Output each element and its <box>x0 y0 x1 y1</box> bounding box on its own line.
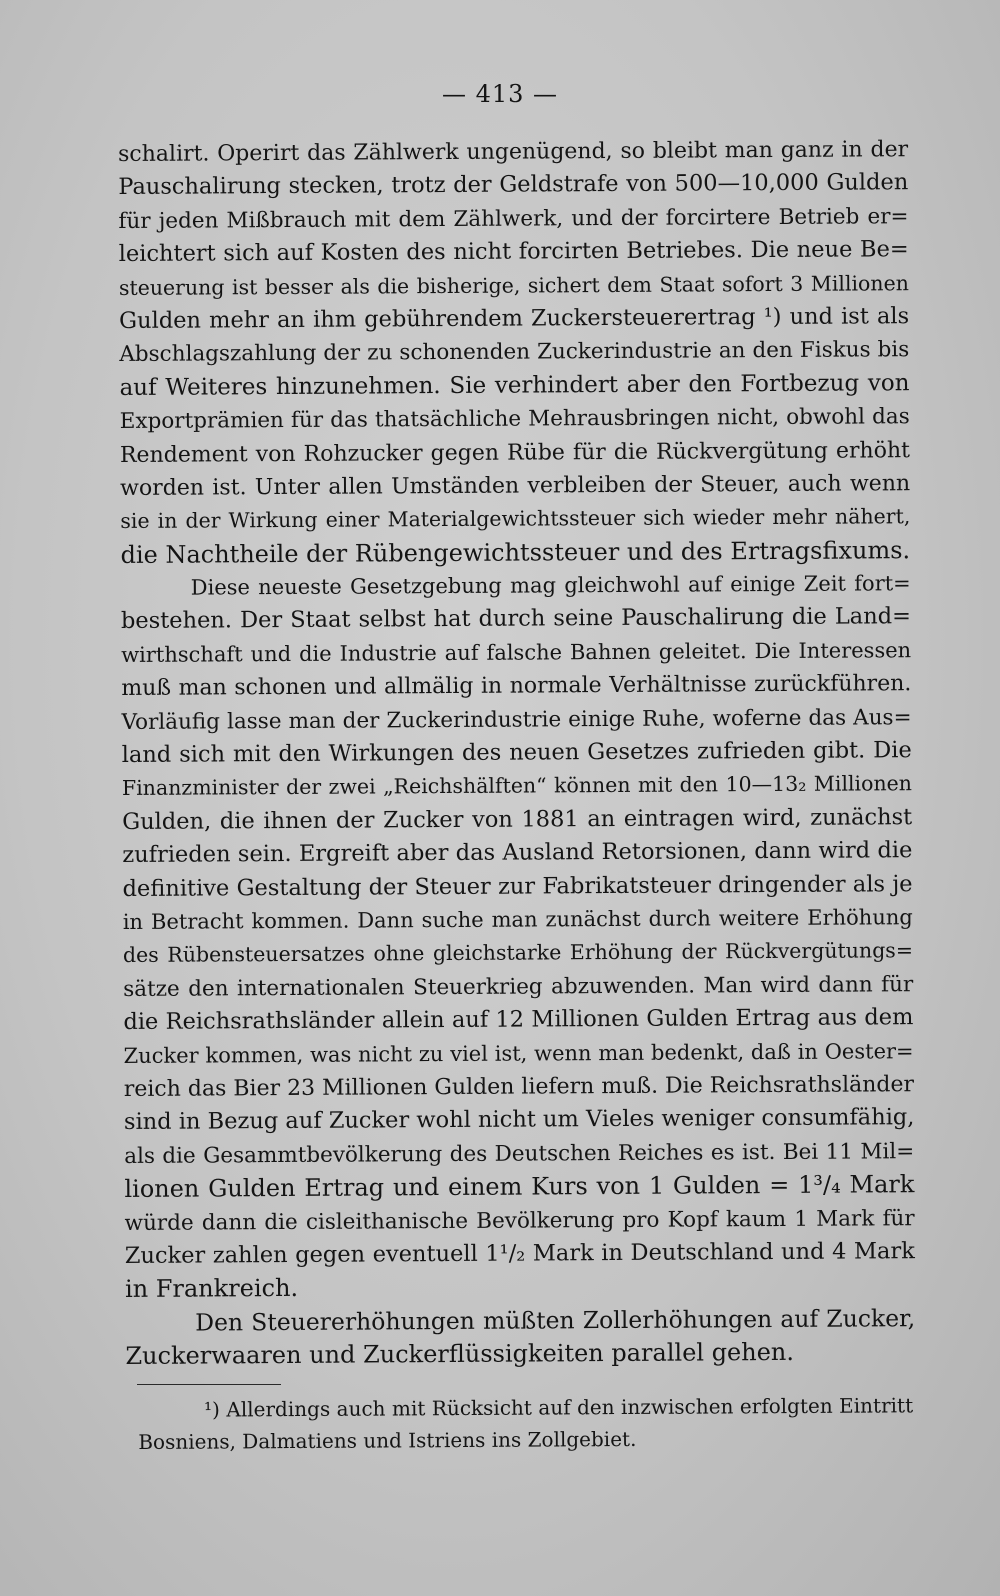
footnote-line: ¹) Allerdings auch mit Rücksicht auf den inzwischen erfolgten Eintritt <box>204 1393 914 1422</box>
page-number: — 413 — <box>441 80 559 108</box>
text-line: in Frankreich. <box>124 1274 299 1304</box>
text-line: schalirt. Operirt das Zählwerk ungenügend, so bleibt man ganz in der <box>118 137 909 167</box>
text-line: als die Gesammtbevölkerung des Deutschen Reiches es ist. Bei 11 Mil= <box>124 1138 915 1169</box>
text-line: die Reichsrathsländer allein auf 12 Millionen Gulden Ertrag aus dem <box>123 1004 914 1036</box>
footnotes <box>138 1389 913 1458</box>
footnote-divider <box>137 1384 281 1385</box>
text-line: wirthschaft und die Industrie auf falsche Bahnen geleitet. Die Interessen <box>121 638 912 667</box>
text-line: Finanzminister der zwei „Reichshälften“ können mit den 10—13₂ Millionen <box>121 771 913 801</box>
text-line: muß man schonen und allmälig in normale Verhältnisse zurückführen. <box>121 671 912 702</box>
text-line: Zuckerwaaren und Zuckerflüssigkeiten parallel gehen. <box>125 1337 795 1371</box>
text-line: sätze den internationalen Steuerkrieg abzuwenden. Man wird dann für <box>123 971 914 1002</box>
text-line: sind in Bezug auf Zucker wohl nicht um Vieles weniger consumfähig, <box>123 1104 915 1136</box>
text-line: worden ist. Unter allen Umständen verbleiben der Steuer, auch wenn <box>120 471 911 501</box>
text-line: reich das Bier 23 Millionen Gulden liefern muß. Die Reichsrathsländer <box>123 1072 915 1102</box>
text-line: Gulden, die ihnen der Zucker von 1881 an eintragen wird, zunächst <box>122 803 913 835</box>
text-line: Abschlagszahlung der zu schonenden Zuckerindustrie an den Fiskus bis <box>119 337 910 368</box>
paragraph-start-line: Diese neueste Gesetzgebung mag gleichwohl auf einige Zeit fort= <box>190 571 911 600</box>
body-text <box>118 133 916 1373</box>
text-line: steuerung ist besser als die bisherige, sichert dem Staat sofort 3 Millionen <box>118 270 909 300</box>
text-line: die Nachtheile der Rübengewichtssteuer und des Ertragsfixums. <box>120 535 911 569</box>
footnote-line: Bosniens, Dalmatiens und Istriens ins Zollgebiet. <box>138 1426 637 1454</box>
text-line: Rendement von Rohzucker gegen Rübe für die Rückvergütung erhöht <box>119 437 910 468</box>
text-line: Pauschalirung stecken, trotz der Geldstrafe von 500—10,000 Gulden <box>118 169 909 201</box>
text-line: des Rübensteuersatzes ohne gleichstarke Erhöhung der Rückvergütungs= <box>122 938 914 968</box>
text-line: Gulden mehr an ihm gebührendem Zuckersteuerertrag ¹) und ist als <box>119 303 910 334</box>
text-line: auf Weiteres hinzunehmen. Sie verhindert aber den Fortbezug von <box>119 369 910 401</box>
text-line: Exportprämien für das thatsächliche Mehrausbringen nicht, obwohl das <box>119 404 910 435</box>
text-line: würde dann die cisleithanische Bevölkerung pro Kopf kaum 1 Mark für <box>124 1205 915 1236</box>
text-line: Zucker zahlen gegen eventuell 1¹/₂ Mark in Deutschland und 4 Mark <box>124 1238 915 1269</box>
text-line: zufrieden sein. Ergreift aber das Ausland Retorsionen, dann wird die <box>122 837 913 869</box>
text-line: lionen Gulden Ertrag und einem Kurs von 1 Gulden = 1³/₄ Mark <box>124 1170 915 1204</box>
text-line: Vorläufig lasse man der Zuckerindustrie einige Ruhe, woferne das Aus= <box>121 704 912 735</box>
text-line: Zucker kommen, was nicht zu viel ist, wenn man bedenkt, daß in Oester= <box>123 1038 914 1068</box>
text-line: bestehen. Der Staat selbst hat durch seine Pauschalirung die Land= <box>120 603 912 635</box>
text-line: definitive Gestaltung der Steuer zur Fabrikatsteuer dringender als je <box>122 870 913 902</box>
text-line: sie in der Wirkung einer Materialgewichtssteuer sich wieder mehr nähert, <box>120 504 911 534</box>
text-line: land sich mit den Wirkungen des neuen Gesetzes zufrieden gibt. Die <box>121 737 912 769</box>
text-line: leichtert sich auf Kosten des nicht forcirten Betriebes. Die neue Be= <box>118 236 909 268</box>
paragraph-start-line: Den Steuererhöhungen müßten Zollerhöhungen auf Zucker, <box>195 1303 916 1337</box>
text-line: in Betracht kommen. Dann suche man zunächst durch weitere Erhöhung <box>122 905 913 934</box>
text-line: für jeden Mißbrauch mit dem Zählwerk, und der forcirtere Betrieb er= <box>118 203 909 234</box>
